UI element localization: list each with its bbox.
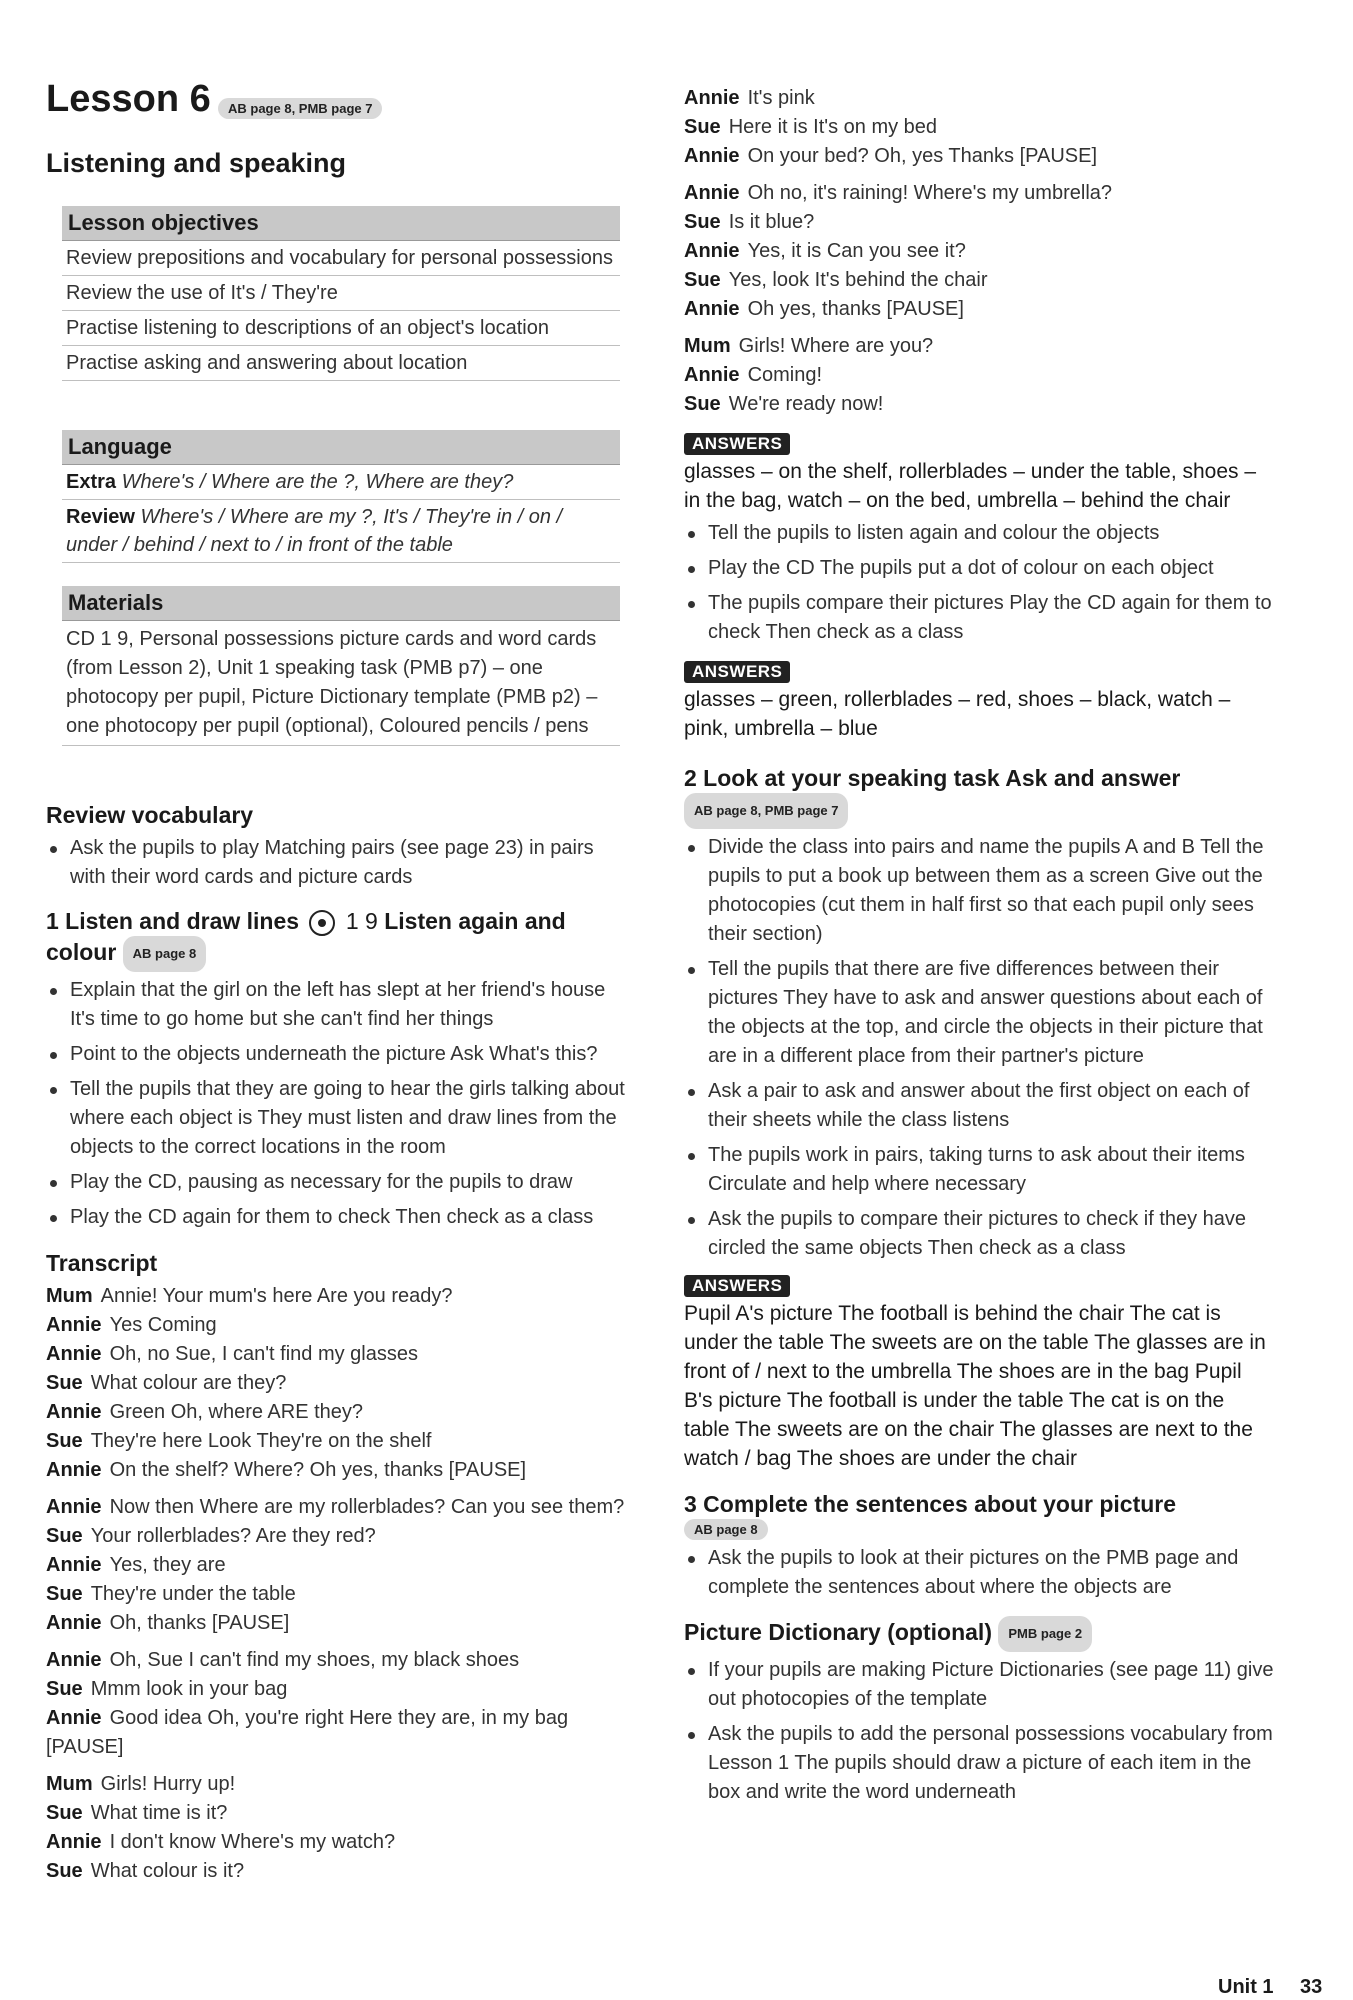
transcript-line: Annie Oh, Sue I can't find my shoes, my black shoes — [46, 1649, 520, 1671]
transcript-line: Sue What colour is it? — [46, 1860, 245, 1882]
transcript-line: Mum Girls! Hurry up! — [46, 1773, 236, 1795]
lesson-ref-pill: AB page 8, PMB page 7 — [218, 98, 382, 119]
materials-box — [62, 586, 620, 746]
list-item: Ask the pupils to add the personal possessions vocabulary from Lesson 1 The pupils should draw a picture of each item in the box and write the word underneath — [684, 1720, 1274, 1807]
transcript-line: Annie On your bed? Oh, yes Thanks [PAUSE] — [684, 145, 1097, 167]
picture-dictionary-heading-text: Picture Dictionary (optional) — [684, 1619, 992, 1646]
language-title: Language — [62, 430, 620, 465]
language-review-label: Review — [66, 506, 135, 528]
transcript-line: Annie Oh no, it's raining! Where's my umbrella? — [684, 182, 1113, 204]
section2-ref-pill: AB page 8, PMB page 7 — [684, 793, 848, 829]
objectives-box — [62, 206, 620, 381]
list-item: The pupils work in pairs, taking turns to ask about their items Circulate and help where necessary — [684, 1141, 1274, 1199]
transcript-line: Mum Annie! Your mum's here Are you ready? — [46, 1285, 453, 1307]
section3-list — [684, 1544, 1274, 1602]
transcript-line: Annie On the shelf? Where? Oh yes, thanks [PAUSE] — [46, 1459, 527, 1481]
transcript-line: Annie It's pink — [684, 87, 815, 109]
language-extra-text: Where's / Where are the ?, Where are they? — [121, 471, 514, 493]
transcript-left — [46, 1282, 626, 1886]
colour-list — [684, 519, 1274, 647]
section1-list — [46, 976, 626, 1232]
transcript-line: Annie I don't know Where's my watch? — [46, 1831, 396, 1853]
section1-ref-pill: AB page 8 — [123, 936, 207, 972]
transcript-line: Sue They're under the table — [46, 1583, 296, 1605]
language-review-text: Where's / Where are my ?, It's / They're in / on / under / behind / next to / in front of the table — [66, 506, 563, 556]
list-item: Tell the pupils that they are going to hear the girls talking about where each object is They must listen and draw lines from the objects to the correct locations in the room — [46, 1075, 626, 1162]
language-extra — [62, 465, 620, 500]
answers-text: Pupil A's picture The football is behind the chair The cat is under the table The sweets are on the table The glasses are in front of / next to the umbrella The shoes are in the bag Pupil B's picture The football is under the table The cat is on the table The sweets are on the chair The glasses are next to the watch / bag The shoes are under the chair — [684, 1302, 1266, 1470]
language-review — [62, 500, 620, 563]
transcript-right — [684, 84, 1274, 419]
transcript-line: Annie Good idea Oh, you're right Here they are, in my bag [PAUSE] — [46, 1707, 569, 1758]
section1-heading-a: 1 Listen and draw lines — [46, 908, 300, 934]
footer-page-number: 33 — [1300, 1976, 1323, 1998]
review-vocab-heading: Review vocabulary — [46, 802, 254, 828]
transcript-heading: Transcript — [46, 1250, 158, 1276]
section3-ref-pill: AB page 8 — [684, 1519, 768, 1540]
transcript-line: Annie Oh, thanks [PAUSE] — [46, 1612, 290, 1634]
answers-text: glasses – on the shelf, rollerblades – under the table, shoes – in the bag, watch – on the bed, umbrella – behind the chair — [684, 460, 1257, 512]
review-vocab-list — [46, 834, 626, 892]
transcript-line: Sue We're ready now! — [684, 393, 884, 415]
list-item: The pupils compare their pictures Play the CD again for them to check Then check as a class — [684, 589, 1274, 647]
answers-tag: ANSWERS — [684, 1275, 790, 1297]
list-item: Ask the pupils to play Matching pairs (see page 23) in pairs with their word cards and picture cards — [46, 834, 626, 892]
objectives-title: Lesson objectives — [62, 206, 620, 241]
objective-item: Practise asking and answering about location — [62, 346, 620, 381]
list-item: Tell the pupils that there are five differences between their pictures They have to ask and answer questions about each of the objects at the top, and circle the objects in their picture that are in a different place from their partner's picture — [684, 955, 1274, 1071]
picture-dictionary-list — [684, 1656, 1274, 1807]
materials-title: Materials — [62, 586, 620, 621]
list-item: Tell the pupils to listen again and colour the objects — [684, 519, 1274, 548]
transcript-line: Mum Girls! Where are you? — [684, 335, 934, 357]
picture-dictionary-ref-pill: PMB page 2 — [998, 1616, 1092, 1652]
answers-tag: ANSWERS — [684, 661, 790, 683]
section2-list — [684, 833, 1274, 1263]
transcript-line: Sue What time is it? — [46, 1802, 228, 1824]
lesson-title: Lesson 6 — [46, 78, 211, 120]
list-item: Point to the objects underneath the picture Ask What's this? — [46, 1040, 626, 1069]
transcript-line: Annie Yes Coming — [46, 1314, 217, 1336]
track-number: 1 9 — [345, 908, 378, 934]
list-item: Play the CD, pausing as necessary for the pupils to draw — [46, 1168, 626, 1197]
list-item: Ask a pair to ask and answer about the first object on each of their sheets while the class listens — [684, 1077, 1274, 1135]
list-item: Play the CD again for them to check Then check as a class — [46, 1203, 626, 1232]
transcript-line: Annie Oh yes, thanks [PAUSE] — [684, 298, 964, 320]
section1-heading — [46, 906, 626, 972]
transcript-line: Sue Here it is It's on my bed — [684, 116, 938, 138]
list-item: Play the CD The pupils put a dot of colour on each object — [684, 554, 1274, 583]
transcript-line: Sue They're here Look They're on the shelf — [46, 1430, 432, 1452]
transcript-line: Sue Is it blue? — [684, 211, 815, 233]
list-item: Explain that the girl on the left has slept at her friend's house It's time to go home but she can't find her things — [46, 976, 626, 1034]
answers-tag: ANSWERS — [684, 433, 790, 455]
objective-item: Practise listening to descriptions of an object's location — [62, 311, 620, 346]
transcript-line: Annie Yes, it is Can you see it? — [684, 240, 966, 262]
right-column — [684, 80, 1274, 1813]
transcript-line: Annie Coming! — [684, 364, 823, 386]
left-column — [46, 800, 626, 1886]
objective-item: Review the use of It's / They're — [62, 276, 620, 311]
picture-dictionary-heading — [684, 1616, 1274, 1652]
section2-heading — [684, 763, 1274, 829]
list-item: Divide the class into pairs and name the pupils A and B Tell the pupils to put a book up between them as a screen Give out the photocopies (cut them in half first so that each pupil only sees their section) — [684, 833, 1274, 949]
page-subtitle: Listening and speaking — [46, 148, 347, 178]
list-item: Ask the pupils to compare their pictures to check if they have circled the same objects Then check as a class — [684, 1205, 1274, 1263]
materials-text: CD 1 9, Personal possessions picture cards and word cards (from Lesson 2), Unit 1 speaking task (PMB p7) – one photocopy per pupil, Picture Dictionary template (PMB p2) – one photocopy per pupil (optional), Coloured pencils / pens — [62, 621, 620, 746]
language-extra-label: Extra — [66, 471, 117, 493]
section1-heading-b: Listen again and colour — [46, 908, 566, 966]
transcript-line: Sue Yes, look It's behind the chair — [684, 269, 988, 291]
transcript-line: Sue Your rollerblades? Are they red? — [46, 1525, 376, 1547]
transcript-line: Annie Green Oh, where ARE they? — [46, 1401, 364, 1423]
transcript-line: Sue What colour are they? — [46, 1372, 287, 1394]
transcript-line: Annie Yes, they are — [46, 1554, 226, 1576]
transcript-line: Sue Mmm look in your bag — [46, 1678, 288, 1700]
section3-heading: 3 Complete the sentences about your picture — [684, 1491, 1177, 1517]
transcript-line: Annie Now then Where are my rollerblades? Can you see them? — [46, 1496, 625, 1518]
cd-icon — [309, 910, 335, 936]
footer-unit: Unit 1 — [1218, 1976, 1274, 1998]
list-item: If your pupils are making Picture Dictionaries (see page 11) give out photocopies of the template — [684, 1656, 1274, 1714]
transcript-line: Annie Oh, no Sue, I can't find my glasses — [46, 1343, 418, 1365]
objective-item: Review prepositions and vocabulary for personal possessions — [62, 241, 620, 276]
answers-text: glasses – green, rollerblades – red, shoes – black, watch – pink, umbrella – blue — [684, 688, 1231, 740]
language-box — [62, 430, 620, 563]
list-item: Ask the pupils to look at their pictures on the PMB page and complete the sentences about where the objects are — [684, 1544, 1274, 1602]
section2-heading-text: 2 Look at your speaking task Ask and answer — [684, 765, 1181, 791]
